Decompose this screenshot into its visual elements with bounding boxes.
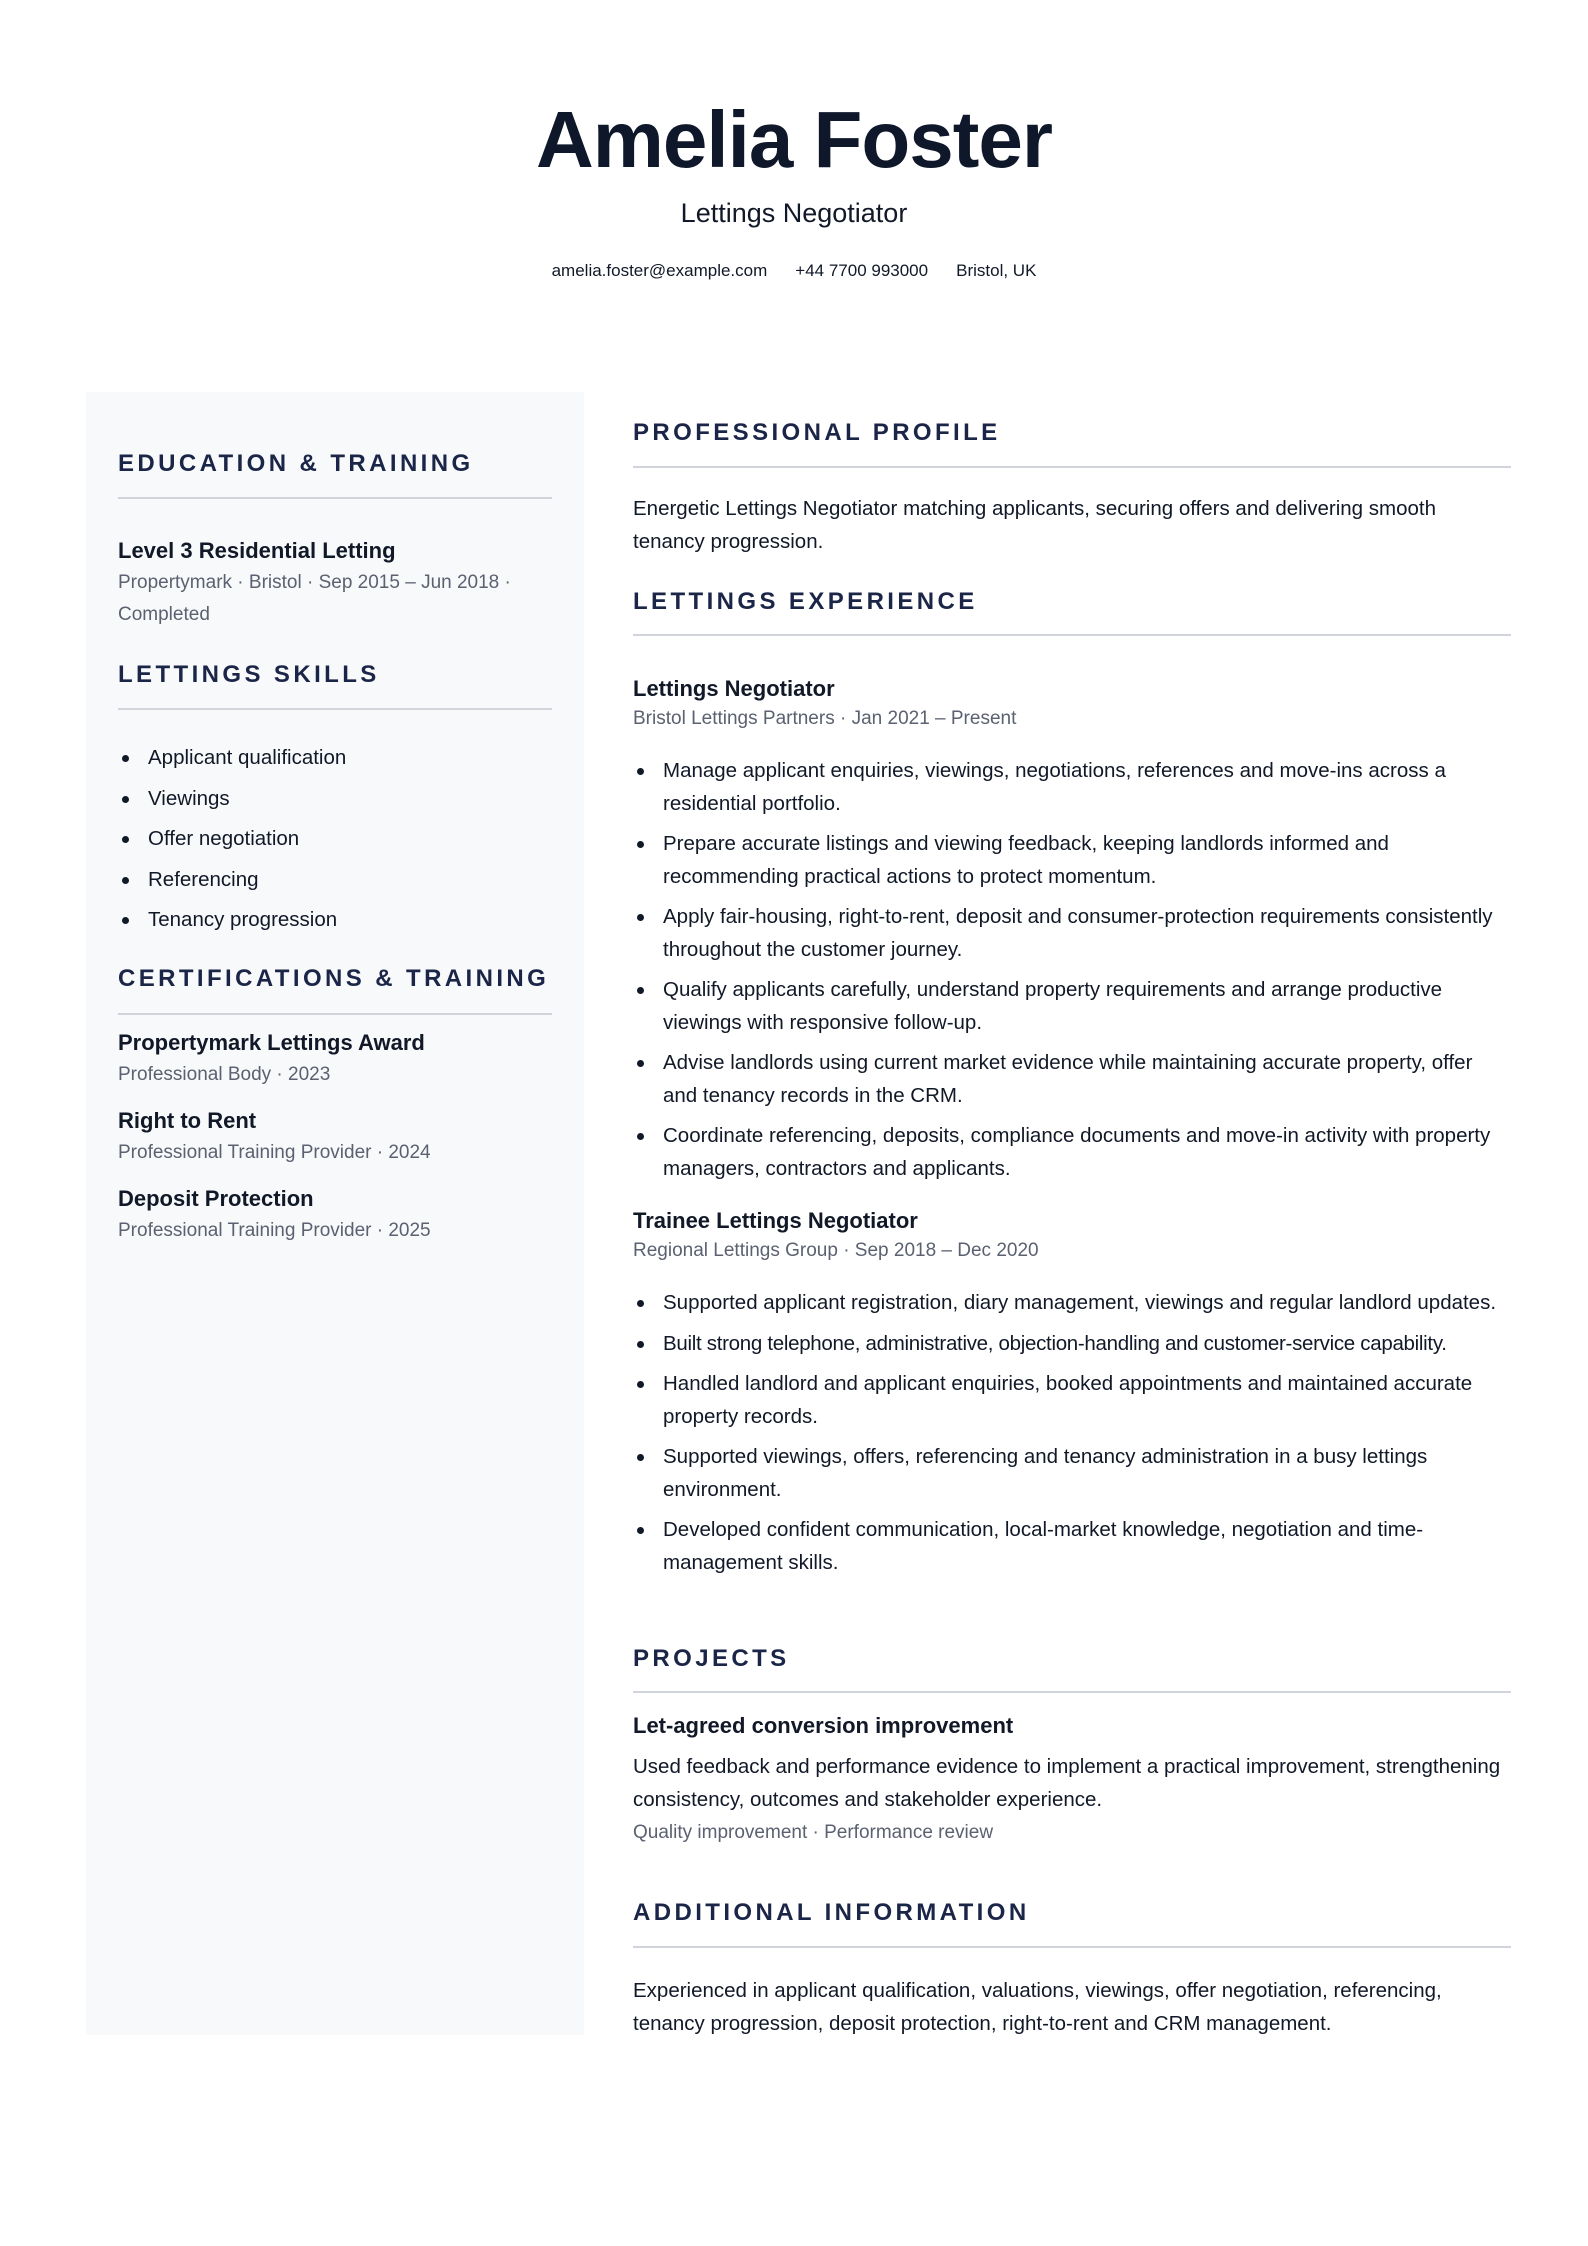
experience-section-title: LETTINGS EXPERIENCE: [633, 588, 978, 615]
projects-divider: [633, 1691, 1511, 1693]
job-bullet: Supported applicant registration, diary management, viewings and regular landlord updates.: [633, 1287, 1511, 1320]
skill-item: Viewings: [118, 783, 552, 816]
certifications-divider: [118, 1013, 552, 1015]
certification-meta: Professional Training Provider · 2024: [118, 1142, 431, 1163]
job-bullet: Supported viewings, offers, referencing and tenancy administration in a busy lettings environment.: [633, 1441, 1511, 1506]
education-item-status: Completed: [118, 604, 210, 625]
certification-meta: Professional Body · 2023: [118, 1064, 331, 1085]
job-bullet: Handled landlord and applicant enquiries, booked appointments and maintained accurate property records.: [633, 1368, 1511, 1433]
profile-text: Energetic Lettings Negotiator matching applicants, securing offers and delivering smooth tenancy progression.: [633, 497, 1436, 553]
contact-phone[interactable]: +44 7700 993000: [795, 261, 929, 280]
job-bullet: Manage applicant enquiries, viewings, negotiations, references and move-ins across a residential portfolio.: [633, 755, 1511, 820]
job-meta: Bristol Lettings Partners · Jan 2021 – Present: [633, 708, 1017, 729]
job-bullets: [633, 1287, 1511, 1579]
job-title: Lettings Negotiator: [633, 676, 835, 701]
skill-item: Tenancy progression: [118, 904, 552, 937]
contact-email[interactable]: amelia.foster@example.com: [551, 261, 768, 280]
project-name: Let-agreed conversion improvement: [633, 1713, 1014, 1738]
candidate-role: Lettings Negotiator: [680, 198, 908, 228]
project-tags: Quality improvement · Performance review: [633, 1822, 994, 1843]
skill-item: Referencing: [118, 864, 552, 897]
contact-line: [0, 260, 1588, 282]
additional-text: Experienced in applicant qualification, valuations, viewings, offer negotiation, referencing, tenancy progression, deposit protection, right-to-rent and CRM management.: [633, 1979, 1442, 2035]
certification-name: Propertymark Lettings Award: [118, 1030, 425, 1055]
education-item-meta: Propertymark · Bristol · Sep 2015 – Jun 2018 ·: [118, 572, 511, 593]
sidebar: [86, 392, 584, 2035]
education-section-title: EDUCATION & TRAINING: [118, 450, 474, 477]
additional-divider: [633, 1946, 1511, 1948]
skill-item: Offer negotiation: [118, 823, 552, 856]
job-title: Trainee Lettings Negotiator: [633, 1208, 918, 1233]
job-bullet: Developed confident communication, local-market knowledge, negotiation and time-management skills.: [633, 1514, 1511, 1579]
candidate-name: Amelia Foster: [535, 95, 1053, 184]
job-bullet: Qualify applicants carefully, understand property requirements and arrange productive viewings with responsive follow-up.: [633, 974, 1511, 1039]
job-bullet: Prepare accurate listings and viewing feedback, keeping landlords informed and recommending practical actions to protect momentum.: [633, 828, 1511, 893]
project-description: Used feedback and performance evidence to implement a practical improvement, strengthening consistency, outcomes and stakeholder experience.: [633, 1755, 1501, 1811]
job-bullet: Built strong telephone, administrative, objection-handling and customer-service capability.: [633, 1328, 1511, 1361]
certification-name: Deposit Protection: [118, 1186, 314, 1211]
job-bullet: Coordinate referencing, deposits, compliance documents and move-in activity with property managers, contractors and applicants.: [633, 1120, 1511, 1185]
skill-item: Applicant qualification: [118, 742, 552, 775]
additional-section-title: ADDITIONAL INFORMATION: [633, 1899, 1030, 1926]
skills-section-title: LETTINGS SKILLS: [118, 661, 380, 688]
skills-divider: [118, 708, 552, 710]
certification-meta: Professional Training Provider · 2025: [118, 1220, 431, 1241]
education-item-name: Level 3 Residential Letting: [118, 538, 396, 563]
education-divider: [118, 497, 552, 499]
certification-name: Right to Rent: [118, 1108, 257, 1133]
profile-divider: [633, 466, 1511, 468]
projects-section-title: PROJECTS: [633, 1645, 790, 1672]
job-bullet: Apply fair-housing, right-to-rent, deposit and consumer-protection requirements consistently throughout the customer journey.: [633, 901, 1511, 966]
job-bullets: [633, 755, 1511, 1185]
job-meta: Regional Lettings Group · Sep 2018 – Dec 2020: [633, 1240, 1039, 1261]
certifications-section-title: CERTIFICATIONS & TRAINING: [118, 965, 550, 992]
profile-section-title: PROFESSIONAL PROFILE: [633, 419, 1001, 446]
skills-list: [118, 742, 552, 937]
contact-location: Bristol, UK: [956, 261, 1037, 280]
experience-divider: [633, 634, 1511, 636]
job-bullet: Advise landlords using current market evidence while maintaining accurate property, offer and tenancy records in the CRM.: [633, 1047, 1511, 1112]
